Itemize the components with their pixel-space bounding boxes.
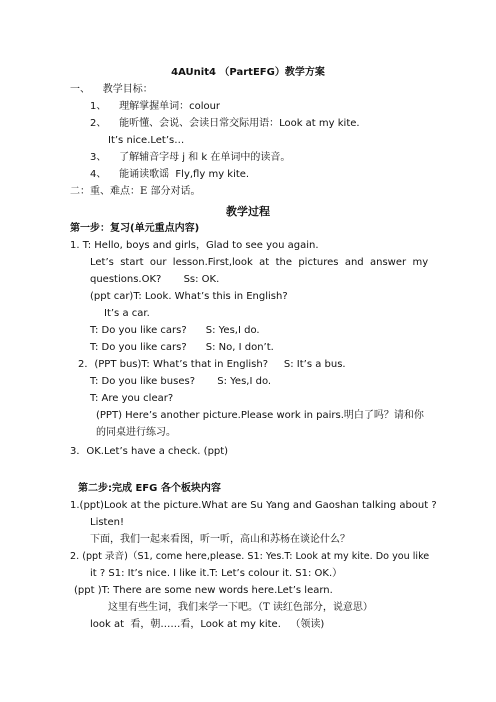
dialogue-line: (ppt car)T: Look. What’s this in English? bbox=[90, 291, 288, 302]
dialogue-line: it ? S1: It’s nice. I like it.T: Let’s colour it. S1: OK.） bbox=[90, 568, 343, 579]
dialogue-line: T: Do you like cars? S: No, I don’t. bbox=[90, 342, 274, 353]
document-title: 4AUnit4 （PartEFG）教学方案 bbox=[171, 67, 325, 78]
dialogue-line: questions.OK? Ss: OK. bbox=[90, 274, 220, 285]
dialogue-line: Listen! bbox=[90, 517, 124, 528]
objective-item: 3、 了解辅音字母 j 和 k 在单词中的读音。 bbox=[90, 152, 291, 163]
dialogue-line: 3．OK.Let’s have a check. (ppt) bbox=[70, 446, 229, 457]
dialogue-line: (PPT) Here’s another picture.Please work in pairs.明白了吗？请和你 bbox=[96, 410, 424, 421]
objective-item: 2、 能听懂、会说、会读日常交际用语：Look at my kite. bbox=[90, 118, 360, 129]
dialogue-line: 2．(PPT bus)T: What’s that in English? S: It’s a bus. bbox=[78, 359, 346, 370]
objective-item-continuation: It’s nice.Let’s… bbox=[108, 135, 185, 146]
section-heading-process: 教学过程 bbox=[226, 205, 270, 218]
dialogue-line: look at 看，朝……看，Look at my kite. （领读) bbox=[90, 619, 325, 630]
dialogue-line: 2. (ppt 录音)（S1, come here,please. S1: Yes.T: Look at my kite. Do you like bbox=[70, 551, 430, 562]
dialogue-line: 这里有些生词，我们来学一下吧。（T 读红色部分，说意思） bbox=[108, 602, 373, 613]
dialogue-line: 1. T: Hello, boys and girls，Glad to see you again. bbox=[70, 240, 319, 251]
dialogue-line: Let’s start our lesson.First,look at the pictures and answer my bbox=[90, 257, 429, 268]
step-heading-review: 第一步：复习(单元重点内容) bbox=[70, 223, 200, 234]
dialogue-line: 下面，我们一起来看图，听一听，高山和苏杨在谈论什么？ bbox=[90, 534, 350, 545]
section-heading-key-points: 二：重、难点：E 部分对话。 bbox=[70, 186, 201, 197]
dialogue-line: 1.(ppt)Look at the picture.What are Su Yang and Gaoshan talking about ? bbox=[70, 500, 437, 511]
objective-item: 4、 能诵读歌谣 Fly,fly my kite. bbox=[90, 169, 250, 180]
dialogue-line: T: Do you like buses? S: Yes,I do. bbox=[90, 376, 272, 387]
section-heading-objectives: 一、 教学目标： bbox=[70, 84, 153, 95]
dialogue-line: 的同桌进行练习。 bbox=[96, 427, 176, 438]
dialogue-line: T: Do you like cars? S: Yes,I do. bbox=[90, 325, 260, 336]
step-heading-efg: 第二步:完成 EFG 各个板块内容 bbox=[78, 483, 221, 494]
dialogue-line: (ppt )T: There are some new words here.Let’s learn. bbox=[74, 585, 333, 596]
objective-item: 1、 理解掌握单词：colour bbox=[90, 101, 221, 112]
dialogue-line: It’s a car. bbox=[104, 308, 150, 319]
dialogue-line: T: Are you clear? bbox=[90, 393, 174, 404]
